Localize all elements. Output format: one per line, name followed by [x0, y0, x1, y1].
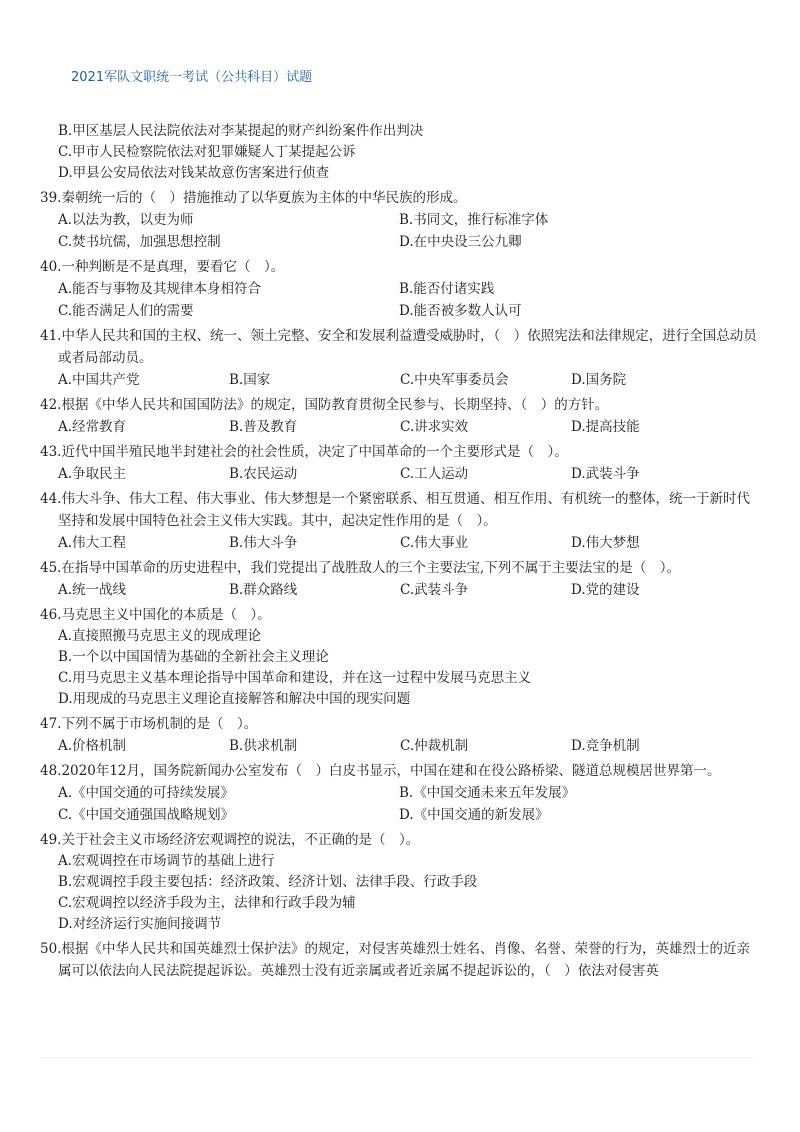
- question-stem: 45.在指导中国革命的历史进程中，我们党提出了战胜敌人的三个主要法宝,下列不属于主要法宝的是（ ）。: [40, 560, 681, 576]
- option-c: C.讲求实效: [400, 419, 469, 435]
- options-row: [40, 463, 760, 485]
- options-row: [40, 579, 760, 601]
- option-a: A.宏观调控在市场调节的基础上进行: [58, 853, 275, 869]
- option-d: D.对经济运行实施间接调节: [58, 916, 222, 932]
- option-d: D.能否被多数人认可: [399, 303, 522, 319]
- question-stem: 42.根据《中华人民共和国国防法》的规定，国防教育贯彻全民参与、长期坚持、（ ）的方针。: [40, 397, 609, 413]
- question-stem: 41.中华人民共和国的主权、统一、领土完整、安全和发展利益遭受威胁时，（ ）依照宪法和法律规定，进行全国总动员或者局部动员。: [40, 328, 757, 366]
- option-d: D.伟大梦想: [571, 535, 640, 551]
- question-45: [40, 557, 760, 601]
- option-a: A.经常教育: [58, 419, 127, 435]
- question-44: [40, 488, 760, 554]
- question-stem: 40.一种判断是不是真理，要看它（ ）。: [40, 259, 285, 275]
- option-c: C.武装斗争: [400, 582, 469, 598]
- option-c: C.中央军事委员会: [400, 372, 509, 388]
- options-row: [40, 300, 760, 322]
- question-42: [40, 394, 760, 438]
- option-a: A.直接照搬马克思主义的现成理论: [58, 628, 262, 644]
- option-a: A.中国共产党: [58, 372, 140, 388]
- question-49: [40, 829, 760, 935]
- option-c: C.焚书坑儒，加强思想控制: [58, 234, 221, 250]
- option-d: D.用现成的马克思主义理论直接解答和解决中国的现实问题: [58, 691, 411, 707]
- option-b: B.供求机制: [229, 738, 298, 754]
- question-stem: 43.近代中国半殖民地半封建社会的社会性质，决定了中国革命的一个主要形式是（ ）。: [40, 444, 568, 460]
- question-stem: 49.关于社会主义市场经济宏观调控的说法，不正确的是（ ）。: [40, 832, 420, 848]
- question-48: [40, 760, 760, 826]
- options-row: [40, 278, 760, 300]
- options-row: [40, 782, 760, 804]
- option-a: A.伟大工程: [58, 535, 127, 551]
- option-a: A.能否与事物及其规律本身相符合: [58, 281, 262, 297]
- option-c: C.甲市人民检察院依法对犯罪嫌疑人丁某提起公诉: [58, 144, 356, 160]
- question-41: [40, 325, 760, 391]
- option-b: B.书同文，推行标准字体: [399, 212, 549, 228]
- option-c: C.《中国交通强国战略规划》: [58, 807, 235, 823]
- options-row: [40, 416, 760, 438]
- option-b: B.农民运动: [229, 466, 298, 482]
- options-row: [40, 369, 760, 391]
- question-40: [40, 256, 760, 322]
- option-a: A.统一战线: [58, 582, 127, 598]
- question-50: [40, 938, 760, 982]
- options-row: [40, 231, 760, 253]
- option-b: B.宏观调控手段主要包括：经济政策、经济计划、法律手段、行政手段: [58, 874, 478, 890]
- option-d: D.在中央设三公九卿: [399, 234, 522, 250]
- option-d: D.国务院: [571, 372, 627, 388]
- options-row: [40, 735, 760, 757]
- option-c: C.工人运动: [400, 466, 469, 482]
- option-b: B.一个以中国国情为基础的全新社会主义理论: [58, 649, 329, 665]
- question-43: [40, 441, 760, 485]
- option-b: B.能否付诸实践: [399, 281, 495, 297]
- question-stem: 44.伟大斗争、伟大工程、伟大事业、伟大梦想是一个紧密联系、相互贯通、相互作用、有机统一的整体，统一于新时代坚持和发展中国特色社会主义伟大实践。其中，起决定性作用的是（ ）。: [40, 491, 750, 529]
- previous-question-options: [40, 121, 760, 184]
- question-stem: 47.下列不属于市场机制的是（ ）。: [40, 716, 258, 732]
- page-header-title: 2021军队文职统一考试（公共科目）试题: [71, 70, 313, 85]
- option-b: B.国家: [229, 372, 271, 388]
- option-d: D.党的建设: [571, 582, 640, 598]
- question-stem: 39.秦朝统一后的（ ）措施推动了以华夏族为主体的中华民族的形成。: [40, 190, 467, 206]
- option-b: B.群众路线: [229, 582, 298, 598]
- option-a: A.以法为教，以吏为师: [58, 212, 194, 228]
- option-d: D.甲县公安局依法对钱某故意伤害案进行侦查: [58, 165, 330, 181]
- options-row: [40, 804, 760, 826]
- question-39: [40, 187, 760, 253]
- option-a: A.价格机制: [58, 738, 127, 754]
- question-list: [40, 121, 760, 982]
- option-b: B.普及教育: [229, 419, 298, 435]
- option-d: D.武装斗争: [571, 466, 640, 482]
- option-a: A.《中国交通的可持续发展》: [58, 785, 235, 801]
- options-row: [40, 209, 760, 231]
- option-c: C.用马克思主义基本理论指导中国革命和建设，并在这一过程中发展马克思主义: [58, 670, 532, 686]
- option-c: C.伟大事业: [400, 535, 469, 551]
- question-stem: 50.根据《中华人民共和国英雄烈士保护法》的规定，对侵害英雄烈士姓名、肖像、名誉、荣誉的行为，英雄烈士的近亲属可以依法向人民法院提起诉讼。英雄烈士没有近亲属或者近亲属不提起诉讼的，（ ）依法对侵害英: [40, 941, 750, 979]
- option-a: A.争取民主: [58, 466, 127, 482]
- question-stem: 48.2020年12月，国务院新闻办公室发布（ ）白皮书显示，中国在建和在役公路桥梁、隧道总规模居世界第一。: [40, 763, 721, 779]
- option-b: B.《中国交通未来五年发展》: [399, 785, 576, 801]
- option-b: B.伟大斗争: [229, 535, 298, 551]
- options-row: [40, 532, 760, 554]
- option-c: C.能否满足人们的需要: [58, 303, 194, 319]
- question-stem: 46.马克思主义中国化的本质是（ ）。: [40, 607, 271, 623]
- option-d: D.《中国交通的新发展》: [399, 807, 549, 823]
- option-b: B.甲区基层人民法院依法对李某提起的财产纠纷案件作出判决: [58, 123, 424, 139]
- option-d: D.竞争机制: [571, 738, 640, 754]
- option-d: D.提高技能: [571, 419, 640, 435]
- option-c: C.仲裁机制: [400, 738, 469, 754]
- question-46: [40, 604, 760, 710]
- footer-divider: [40, 1057, 755, 1058]
- option-c: C.宏观调控以经济手段为主，法律和行政手段为辅: [58, 895, 356, 911]
- question-47: [40, 713, 760, 757]
